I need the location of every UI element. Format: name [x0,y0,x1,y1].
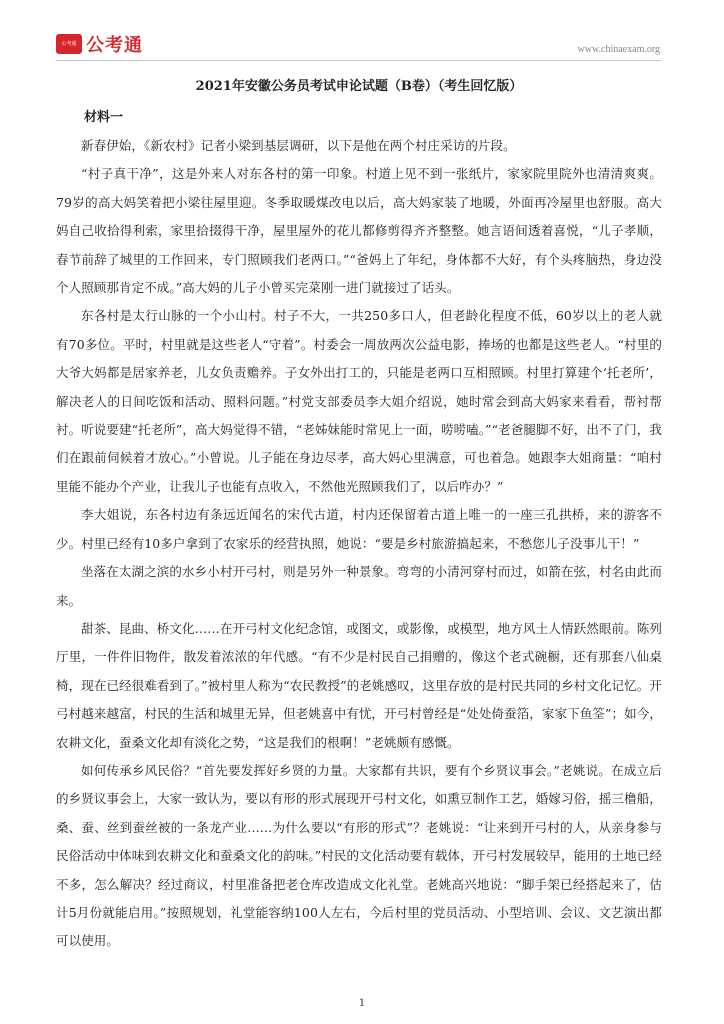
paragraph-7: 如何传承乡风民俗？“首先要发挥好乡贤的力量。大家都有共识，要有个乡贤议事会。”老姚说。在成立后的乡贤议事会上，大家一致认为，要以有形的形式展现开弓村文化，如熏豆制作工艺，婚嫁习俗，摇三橹船，桑、蚕、丝到蚕丝被的一条龙产业……为什么要以“有形的形式”？老姚说：“让来到开弓村的人，从亲身参与民俗活动中体味到农耕文化和蚕桑文化的韵味。”村民的文化活动要有载体，开弓村发展较早，能用的土地已经不多，怎么解决？经过商议，村里准备把老仓库改造成文化礼堂。老姚高兴地说：“脚手架已经搭起来了，估计5月份就能启用。”按照规划，礼堂能容纳100人左右，今后村里的党员活动、小型培训、会议、文艺演出都可以使用。 [56,762,662,949]
paragraph-1: 新春伊始，《新农村》记者小梁到基层调研，以下是他在两个村庄采访的片段。 [81,138,516,153]
document-body [56,76,662,956]
section-title: 材料一 [84,110,124,125]
page-number: 1 [358,998,366,1009]
paragraph-3: 东各村是太行山脉的一个小山村。村子不大，一共250多口人，但老龄化程度不低，60岁以上的老人就有70多位。平时，村里就是这些老人“守着”。村委会一周放两次公益电影，捧场的也都是这些老人。“村里的大爷大妈都是居家养老，儿女负责赡养。子女外出打工的，只能是老两口互相照顾。村里打算建个‘托老所’，解决老人的日间吃饭和活动、照料问题。”村党支部委员李大姐介绍说，她时常会到高大妈家来看看，帮衬帮衬。听说要建“托老所”，高大妈觉得不错，“老姊妹能时常见上一面，唠唠嗑。”“老爸腿脚不好，出不了门，我们在跟前伺候着才放心。”小曾说。儿子能在身边尽孝，高大妈心里满意，可也着急。她跟李大姐商量：“咱村里能不能办个产业，让我儿子也能有点收入，不然他光照顾我们了，以后咋办？” [56,308,662,494]
paragraph-2: “村子真干净”，这是外来人对东各村的第一印象。村道上见不到一张纸片，家家院里院外也清清爽爽。79岁的高大妈笑着把小梁往屋里迎。冬季取暖煤改电以后，高大妈家装了地暖，外面再冷屋里也舒服。高大妈自己收拾得利索，家里拾掇得干净，屋里屋外的花儿都修剪得齐齐整整。她言语间透着喜悦，“儿子孝顺，春节前辞了城里的工作回来，专门照顾我们老两口。”“爸妈上了年纪，身体都不大好，有个头疼脑热，身边没个人照顾那肯定不成。”高大妈的儿子小曾买完菜刚一进门就接过了话头。 [56,166,662,296]
document-title: 2021年安徽公务员考试申论试题（B卷）（考生回忆版） [195,79,523,94]
logo-text: 公考通 [86,35,143,56]
header-divider [56,60,662,61]
paragraph-6: 甜茶、昆曲、桥文化……在开弓村文化纪念馆，或图文，或影像，或模型，地方风土人情跃然眼前。陈列厅里，一件件旧物件，散发着浓浓的年代感。“有不少是村民自己捐赠的，像这个老式碗橱，还有那套八仙桌椅，现在已经很难看到了。”被村里人称为“农民教授”的老姚感叹，这里存放的是村民共同的乡村文化记忆。开弓村越来越富，村民的生活和城里无异，但老姚喜中有忧，开弓村曾经是“处处倚蚕箔，家家下鱼筌”；如今，农耕文化，蚕桑文化却有淡化之势，“这是我们的根啊！”老姚颇有感慨。 [56,620,662,750]
site-url: www.chinaexam.org [577,44,660,55]
paragraph-5: 坐落在太湖之滨的水乡小村开弓村，则是另外一种景象。弯弯的小清河穿村而过，如箭在弦，村名由此而来。 [56,564,662,608]
paragraph-4: 李大姐说，东各村边有条远近闻名的宋代古道，村内还保留着古道上唯一的一座三孔拱桥，来的游客不少。村里已经有10多户拿到了农家乐的经营执照，她说：“要是乡村旅游搞起来，不愁您儿子没事儿干！” [56,507,662,551]
page-header [0,0,724,66]
logo-icon: 公考通 [56,34,82,54]
